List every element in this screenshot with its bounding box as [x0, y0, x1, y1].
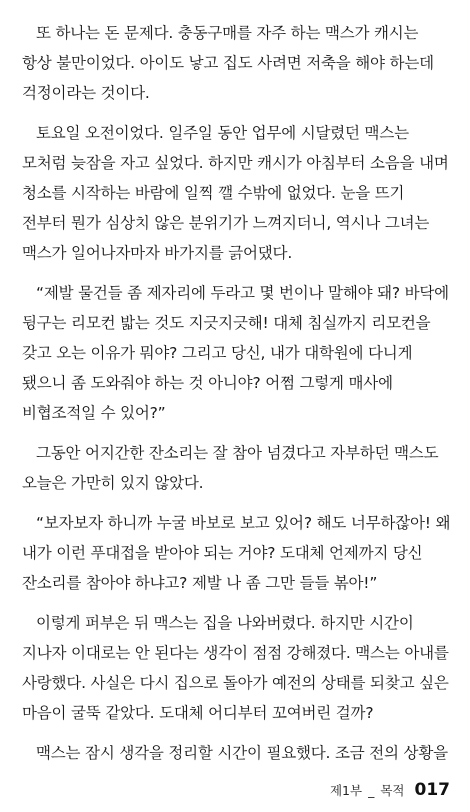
- paragraph-max-reaction: 그동안 어지간한 잔소리는 잘 참아 넘겼다고 자부하던 맥스도 오늘은 가만히 있지 않았다.: [22, 444, 439, 492]
- paragraph-max-leaves: 이렇게 퍼부은 뒤 맥스는 집을 나와버렸다. 하지만 시간이 지나자 이대로는 안 된다는 생각이 점점 강해졌다. 맥스는 아내를 사랑했다. 사실은 다시 집으로 돌아가 예전의 상태를 되찾고 싶은 마음이 굴뚝 같았다. 도대체 어디부터 꼬여버린 걸까?: [22, 614, 449, 722]
- footer-chapter-label: 목적: [380, 783, 405, 798]
- book-page: [22, 18, 452, 778]
- page-footer: [330, 780, 450, 800]
- page-number: 017: [414, 780, 450, 800]
- paragraph-money-problem: 또 하나는 돈 문제다. 충동구매를 자주 하는 맥스가 캐시는 항상 불만이었다. 아이도 낳고 집도 사려면 저축을 해야 하는데 걱정이라는 것이다.: [22, 24, 434, 102]
- paragraph-saturday-morning: 토요일 오전이었다. 일주일 동안 업무에 시달렸던 맥스는 모처럼 늦잠을 자고 싶었다. 하지만 캐시가 아침부터 소음을 내며 청소를 시작하는 바람에 일찍 깰 수밖에 없었다. 눈을 뜨기 전부터 뭔가 심상치 않은 분위기가 느껴지더니, 역시나 그녀는 맥스가 일어나자마자 바가지를 긁어댔다.: [22, 124, 449, 262]
- footer-part-label: 제1부: [329, 783, 363, 798]
- paragraph-max-reflects: 맥스는 잠시 생각을 정리할 시간이 필요했다. 조금 전의 상황을: [36, 744, 448, 762]
- footer-separator: _: [368, 783, 375, 798]
- paragraph-max-outburst-quote: “보자보자 하니까 누굴 바보로 보고 있어? 해도 너무하잖아! 왜 내가 이런 푸대접을 받아야 되는 거야? 도대체 언제까지 당신 잔소리를 참아야 하냐고? 제발 나 좀 그만 들들 볶아!”: [22, 514, 451, 592]
- paragraph-cathy-complaint-quote: “제발 물건들 좀 제자리에 두라고 몇 번이나 말해야 돼? 바닥에 뒹구는 리모컨 밟는 것도 지긋지긋해! 대체 침실까지 리모컨을 갖고 오는 이유가 뭐야? 그리고 당신, 내가 대학원에 다니게 됐으니 좀 도와줘야 하는 것 아니야? 어쩜 그렇게 매사에 비협조적일 수 있어?”: [22, 284, 449, 422]
